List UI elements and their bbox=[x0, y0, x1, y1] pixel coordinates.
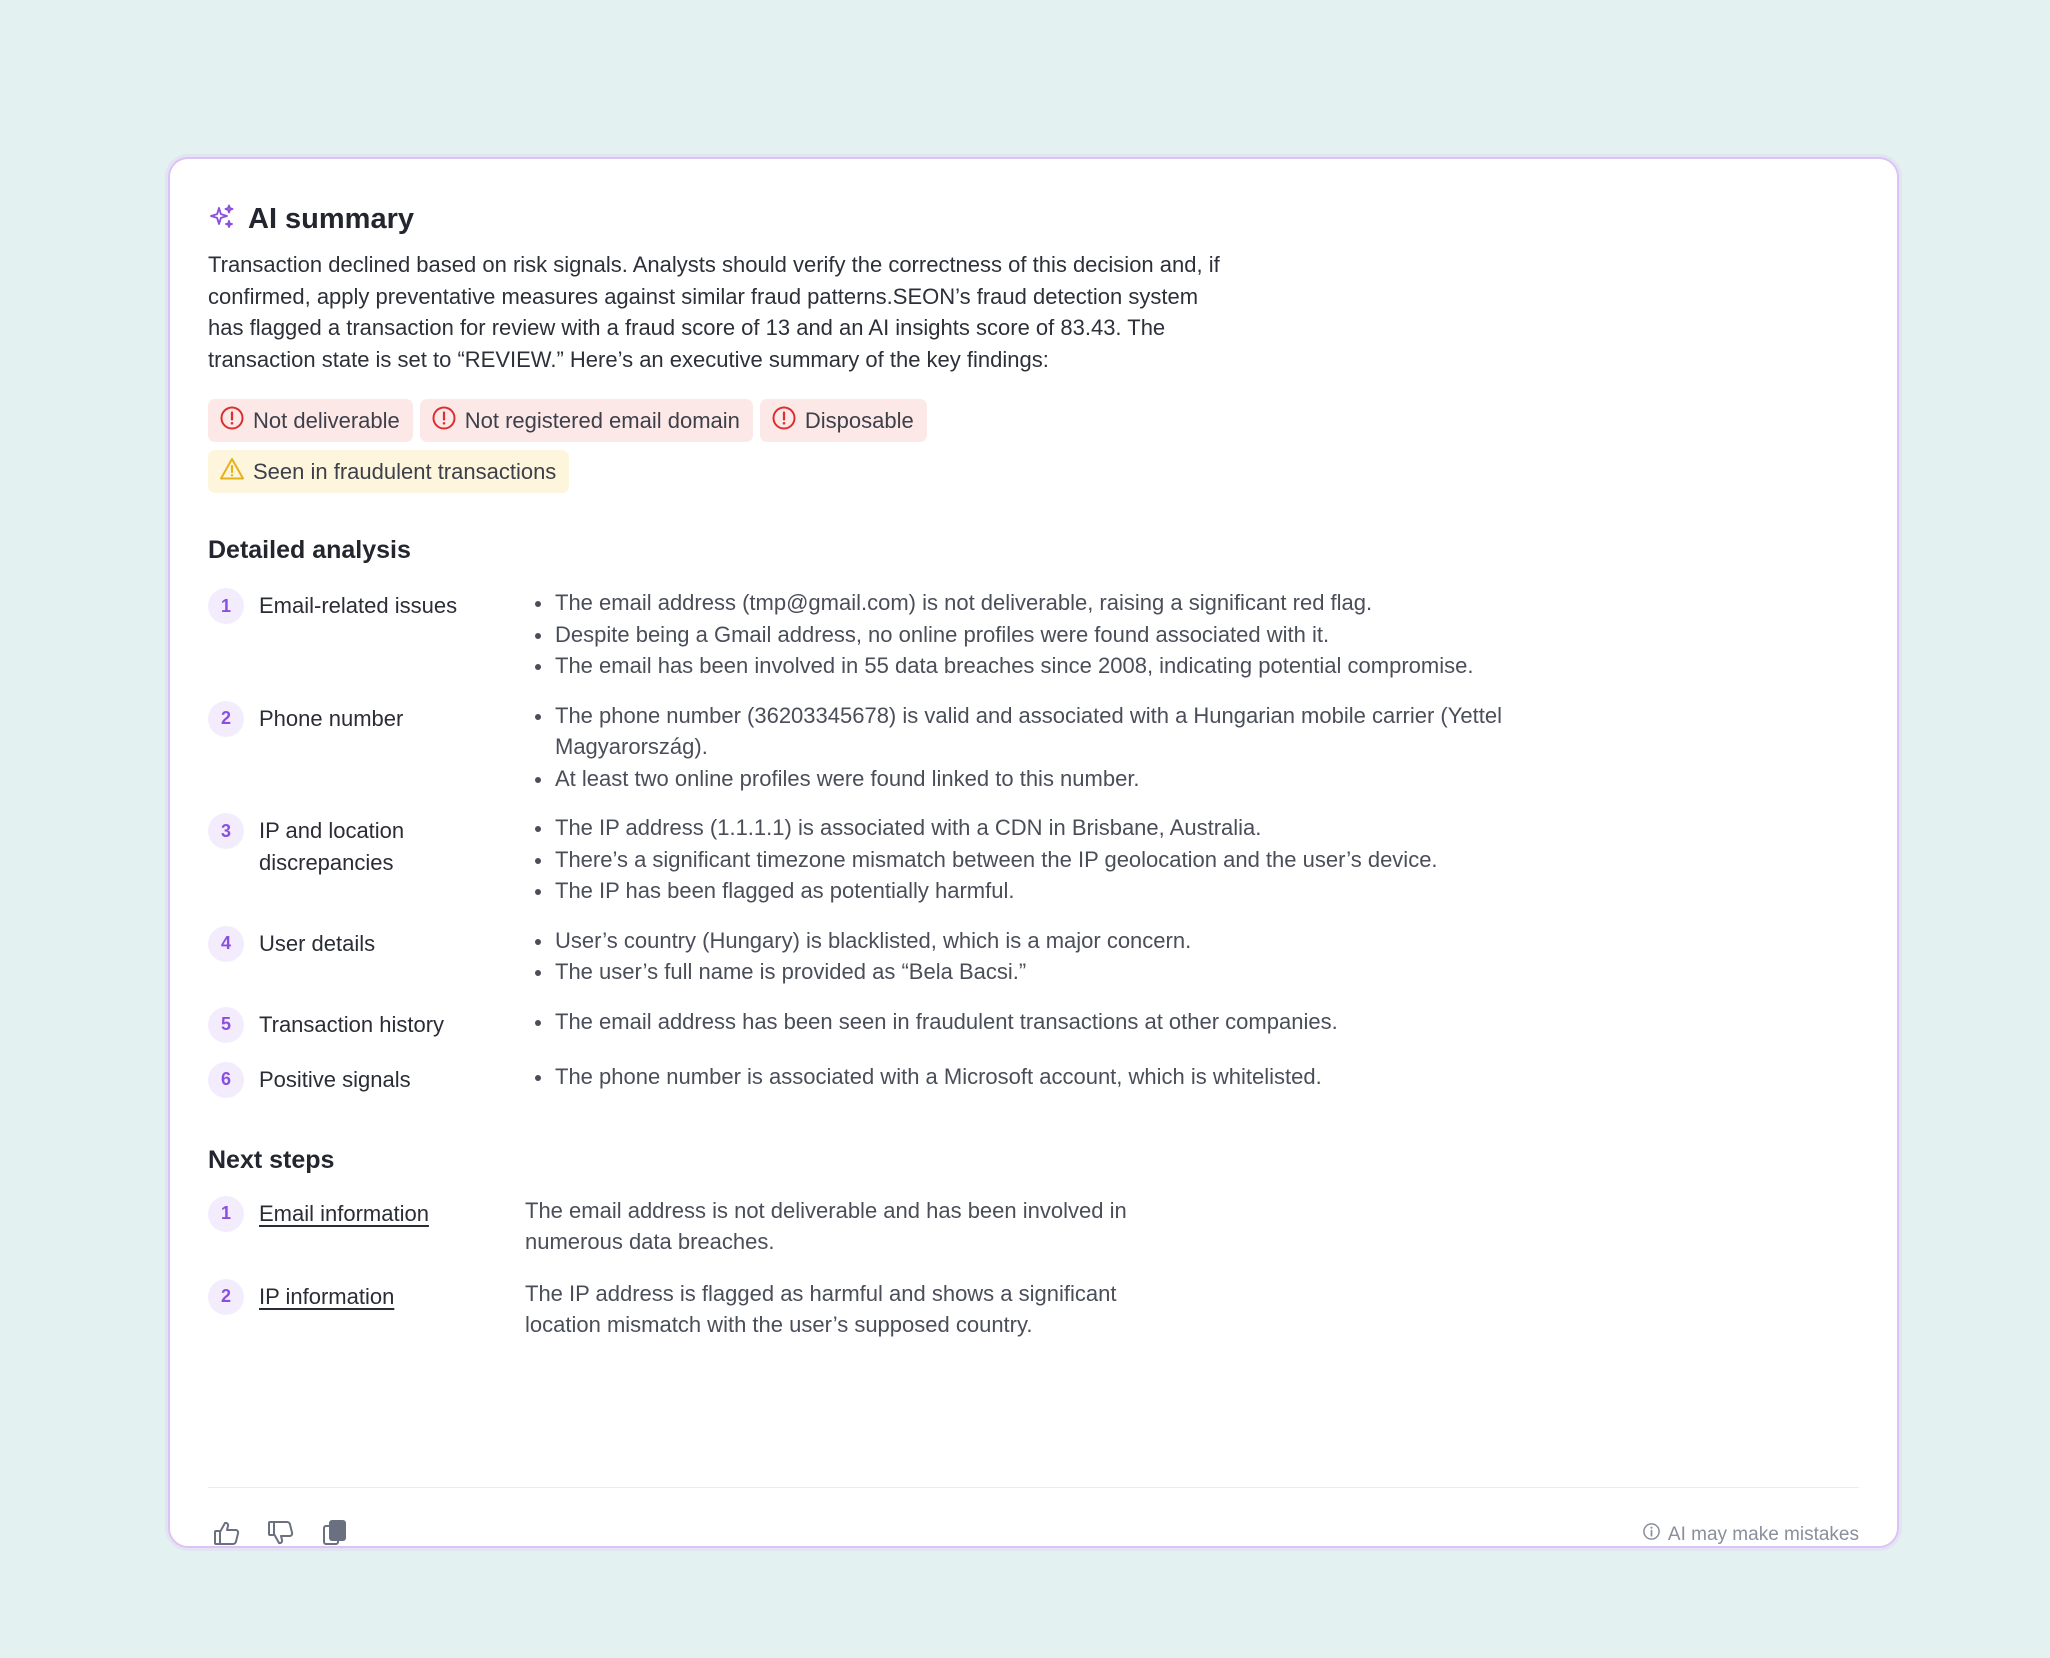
card-title: AI summary bbox=[248, 202, 415, 235]
ai-disclaimer bbox=[1642, 1522, 1859, 1547]
next-step-description: The email address is not deliverable and has been involved in numerous data breaches. bbox=[525, 1197, 1127, 1254]
analysis-item-label: Phone number bbox=[259, 705, 404, 731]
bullet-item: The phone number (36203345678) is valid and associated with a Hungarian mobile carrier (Yettel Magyarország). bbox=[533, 700, 1533, 763]
analysis-item-label: Email-related issues bbox=[259, 593, 458, 618]
disclaimer-text: AI may make mistakes bbox=[1667, 1523, 1859, 1545]
item-number-badge: 1 bbox=[208, 1196, 244, 1232]
risk-tag bbox=[208, 450, 569, 493]
analysis-item bbox=[208, 587, 1859, 682]
email-information-link[interactable]: Email information bbox=[259, 1200, 429, 1226]
risk-tag-label: Not deliverable bbox=[253, 407, 400, 433]
analysis-item-label: User details bbox=[259, 930, 376, 956]
card-footer bbox=[208, 1487, 1859, 1577]
item-number-badge: 2 bbox=[208, 701, 244, 737]
analysis-bullets bbox=[533, 700, 1533, 795]
alert-circle-icon bbox=[771, 405, 797, 437]
bullet-item: There’s a significant timezone mismatch between the IP geolocation and the user’s device. bbox=[533, 844, 1533, 876]
item-number-badge: 3 bbox=[208, 813, 244, 849]
analysis-bullets bbox=[533, 812, 1533, 907]
bullet-item: The phone number is associated with a Microsoft account, which is whitelisted. bbox=[533, 1061, 1533, 1093]
bullet-item: Despite being a Gmail address, no online profiles were found associated with it. bbox=[533, 619, 1533, 651]
analysis-item bbox=[208, 812, 1859, 907]
risk-tag-label: Seen in fraudulent transactions bbox=[253, 458, 557, 484]
ai-summary-card bbox=[168, 157, 1899, 1548]
bullet-item: The email address (tmp@gmail.com) is not deliverable, raising a significant red flag. bbox=[533, 587, 1533, 619]
bullet-item: User’s country (Hungary) is blacklisted, which is a major concern. bbox=[533, 925, 1533, 957]
detailed-analysis-title: Detailed analysis bbox=[208, 536, 411, 564]
item-number-badge: 5 bbox=[208, 1007, 244, 1043]
feedback-actions bbox=[212, 1518, 350, 1548]
analysis-item bbox=[208, 925, 1859, 988]
next-step-description: The IP address is flagged as harmful and shows a significant location mismatch with the user’s supposed country. bbox=[525, 1280, 1117, 1337]
risk-tag-label: Not registered email domain bbox=[464, 407, 740, 433]
risk-tag bbox=[420, 399, 753, 442]
analysis-item bbox=[208, 700, 1859, 795]
copy-icon[interactable] bbox=[320, 1518, 350, 1548]
item-number-badge: 6 bbox=[208, 1062, 244, 1098]
analysis-item-label: Transaction history bbox=[259, 1011, 445, 1037]
bullet-item: The email address has been seen in fraudulent transactions at other companies. bbox=[533, 1006, 1533, 1038]
next-steps-title: Next steps bbox=[208, 1145, 335, 1174]
analysis-item-label: IP and location discrepancies bbox=[259, 818, 405, 875]
bullet-item: At least two online profiles were found linked to this number. bbox=[533, 763, 1533, 795]
risk-tags bbox=[208, 399, 1108, 493]
next-step-item bbox=[208, 1195, 1859, 1258]
item-number-badge: 4 bbox=[208, 926, 244, 962]
bullet-item: The user’s full name is provided as “Bela Bacsi.” bbox=[533, 956, 1533, 988]
executive-summary: Transaction declined based on risk signals. Analysts should verify the correctness of this decision and, if confirmed, apply preventative measures against similar fraud patterns.SEON’s fraud detection system has flagged a transaction for review with a fraud score of 13 and an AI insights score of 83.43. The transaction state is set to “REVIEW.” Here’s an executive summary of the key findings: bbox=[208, 252, 1220, 372]
alert-circle-icon bbox=[431, 405, 457, 437]
next-steps-list bbox=[208, 1195, 1859, 1341]
analysis-bullets bbox=[533, 1061, 1533, 1093]
analysis-bullets bbox=[533, 1006, 1533, 1038]
warning-triangle-icon bbox=[219, 456, 245, 488]
card-header bbox=[208, 201, 1859, 237]
bullet-item: The email has been involved in 55 data breaches since 2008, indicating potential compromise. bbox=[533, 650, 1533, 682]
risk-tag-label: Disposable bbox=[804, 407, 914, 433]
risk-tag bbox=[760, 399, 927, 442]
analysis-item bbox=[208, 1061, 1859, 1098]
thumbs-up-icon[interactable] bbox=[212, 1518, 242, 1548]
next-step-item bbox=[208, 1278, 1859, 1341]
item-number-badge: 1 bbox=[208, 588, 244, 624]
ip-information-link[interactable]: IP information bbox=[259, 1283, 395, 1309]
sparkles-icon bbox=[208, 203, 236, 236]
analysis-item bbox=[208, 1006, 1859, 1043]
detailed-analysis-list bbox=[208, 587, 1859, 1098]
thumbs-down-icon[interactable] bbox=[266, 1518, 296, 1548]
bullet-item: The IP address (1.1.1.1) is associated with a CDN in Brisbane, Australia. bbox=[533, 812, 1533, 844]
alert-circle-icon bbox=[219, 405, 245, 437]
analysis-item-label: Positive signals bbox=[259, 1066, 411, 1092]
bullet-item: The IP has been flagged as potentially harmful. bbox=[533, 875, 1533, 907]
item-number-badge: 2 bbox=[208, 1279, 244, 1315]
risk-tag bbox=[208, 399, 413, 442]
analysis-bullets bbox=[533, 925, 1533, 988]
info-icon bbox=[1642, 1522, 1661, 1547]
analysis-bullets bbox=[533, 587, 1533, 682]
